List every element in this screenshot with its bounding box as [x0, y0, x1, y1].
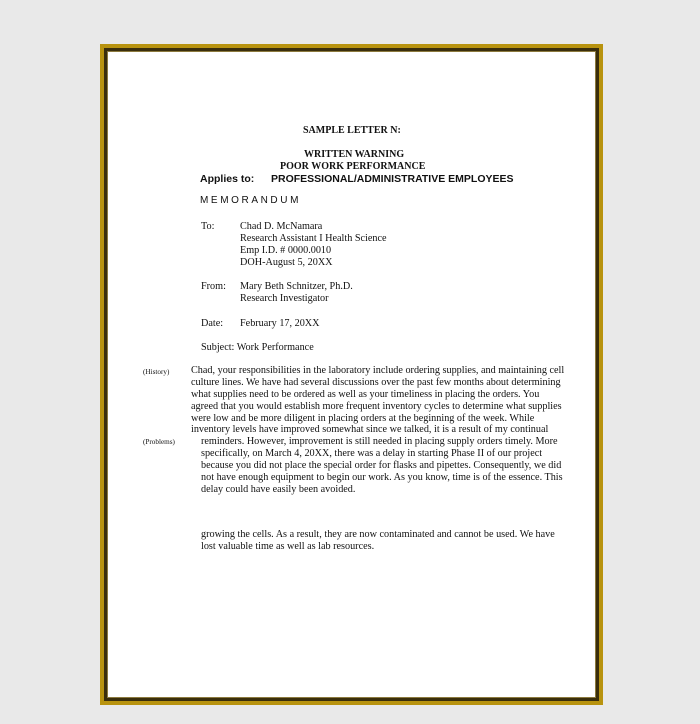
to-doh: DOH-August 5, 20XX [240, 257, 333, 268]
paragraph2-line: specifically, on March 4, 20XX, there was a delay in starting Phase II of our project [201, 448, 543, 459]
paragraph3-line: lost valuable time as well as lab resources. [201, 541, 375, 552]
date-value: February 17, 20XX [240, 318, 320, 329]
date-label: Date: [201, 318, 224, 329]
to-emp-id: Emp I.D. # 0000.0010 [240, 245, 332, 256]
from-name: Mary Beth Schnitzer, Ph.D. [240, 281, 353, 292]
paragraph1-line: agreed that you would establish more frequent inventory cycles to determine what supplies [191, 401, 562, 412]
from-title: Research Investigator [240, 293, 329, 304]
to-label: To: [201, 221, 215, 232]
subject-line: Subject: Work Performance [201, 342, 314, 353]
heading-written-warning: WRITTEN WARNING [304, 149, 405, 160]
paragraph2-line: because you did not place the special order for flasks and pipettes. Consequently, we did [201, 460, 562, 471]
heading-poor-performance: POOR WORK PERFORMANCE [280, 161, 426, 172]
margin-note-problems: (Problems) [143, 438, 175, 446]
paragraph1-line: were low and be more diligent in placing orders at the beginning of the week. While [191, 413, 535, 424]
to-name: Chad D. McNamara [240, 221, 323, 232]
paragraph3-line: growing the cells. As a result, they are now contaminated and cannot be used. We have [201, 529, 555, 540]
paragraph2-line: not have enough equipment to begin our work. As you know, time is of the essence. This [201, 472, 563, 483]
paragraph2-line: delay could have easily been avoided. [201, 484, 356, 495]
paragraph1-line: culture lines. We have had several discussions over the past few months about determining [191, 377, 561, 388]
applies-to-label: Applies to: [200, 173, 255, 185]
applies-to-value: PROFESSIONAL/ADMINISTRATIVE EMPLOYEES [271, 173, 514, 185]
paragraph1-line: what supplies need to be ordered as well as your timeliness in placing the orders. You [191, 389, 540, 400]
margin-note-history: (History) [143, 368, 170, 376]
paragraph2-line: reminders. However, improvement is still needed in placing supply orders timely. More [201, 436, 558, 447]
paragraph1-line: inventory levels have improved somewhat since we talked, it is a result of my continual [191, 424, 549, 435]
paragraph1-line: Chad, your responsibilities in the laboratory include ordering supplies, and maintaining cell [191, 365, 565, 376]
sample-letter-label: SAMPLE LETTER N: [303, 125, 401, 136]
to-title: Research Assistant I Health Science [240, 233, 387, 244]
from-label: From: [201, 281, 226, 292]
memorandum-title: MEMORANDUM [200, 195, 301, 206]
